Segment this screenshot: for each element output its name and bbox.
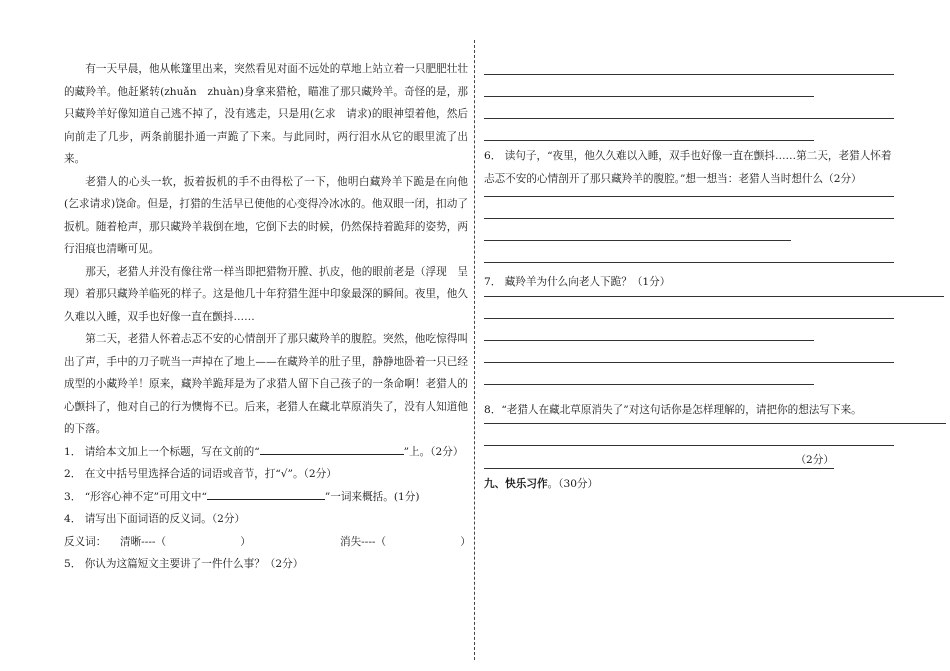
right-column <box>484 58 946 496</box>
answer-line[interactable] <box>484 74 894 75</box>
section-9-heading <box>484 473 946 496</box>
answer-line[interactable] <box>484 240 791 241</box>
answer-line[interactable] <box>484 423 946 424</box>
answer-line[interactable] <box>484 96 814 97</box>
answer-line[interactable] <box>484 445 894 446</box>
section-9-score: 。（30分） <box>547 478 599 490</box>
passage-paragraph-1: 有一天早晨，他从帐篷里出来，突然看见对面不远处的草地上站立着一只肥肥壮壮的藏羚羊。他赶紧转(zhuǎn zhuàn)身拿来猎枪，瞄准了那只藏羚羊。奇怪的是，那只藏羚羊好像知道自己逃不掉了，没有逃走，只是用(乞求 请求)的眼神望着他，然后向前走了几步，两条前腿扑通一声跪了下来。与此同时，两行泪水从它的眼里流了出来。 <box>64 63 468 165</box>
question-1-text: 1． 请给本文加上一个标题，写在文前的“ <box>64 445 260 458</box>
answer-line[interactable] <box>484 218 894 219</box>
question-1-tail: ”上。（2分） <box>403 445 464 458</box>
passage-paragraph-4: 第二天，老猎人怀着忐忑不安的心情剖开了那只藏羚羊的腹腔。突然，他吃惊得叫出了声，手中的刀子咣当一声掉在了地上——在藏羚羊的肚子里，静静地卧着一只已经成型的小藏羚羊！原来，藏羚羊跪拜是为了求猎人留下自己孩子的一条命啊！老猎人的心颤抖了，他对自己的行为懊悔不已。后来，老猎人在藏北草原消失了，没有人知道他的下落。 <box>64 333 468 435</box>
question-1 <box>64 441 468 464</box>
question-8-score-line[interactable] <box>484 452 834 469</box>
antonym-item-clear[interactable]: 清晰----（ ） <box>120 535 251 548</box>
answer-line[interactable] <box>484 196 894 197</box>
column-divider <box>474 40 475 660</box>
answer-line[interactable] <box>484 296 944 297</box>
question-3-text: 3． “形容心神不定”可用文中“ <box>64 490 207 503</box>
antonym-item-disappear[interactable]: 消失----（ ） <box>340 535 471 548</box>
answer-line[interactable] <box>484 384 814 385</box>
left-column <box>64 58 471 576</box>
question-2: 2． 在文中括号里选择合适的词语或音节，打“√”。（2分） <box>64 468 337 480</box>
answer-line[interactable] <box>484 262 894 263</box>
question-6: 6． 读句子，“夜里，他久久难以入睡，双手也好像一直在颤抖……第二天，老猎人怀着忐忑不安的心情剖开了那只藏羚羊的腹腔。”想一想当：老猎人当时想什么（2分） <box>484 150 892 185</box>
answer-line[interactable] <box>484 118 894 119</box>
answer-line[interactable] <box>484 318 894 319</box>
question-8: 8．“老猎人在藏北草原消失了”对这句话你是怎样理解的，请把你的想法写下来。 <box>484 403 862 416</box>
question-5: 5． 你认为这篇短文主要讲了一件什么事？（2分） <box>64 558 304 570</box>
antonym-row <box>64 531 471 554</box>
answer-line[interactable] <box>484 140 814 141</box>
answer-line[interactable] <box>484 340 814 341</box>
question-3-tail: ”一词来概括。(1分) <box>324 490 420 503</box>
antonym-label: 反义词： <box>64 535 107 548</box>
question-3 <box>64 486 468 509</box>
section-9-title: 九、快乐习作 <box>484 478 548 490</box>
question-8-score: （2分） <box>795 454 834 466</box>
passage-paragraph-2: 老猎人的心头一软，扳着扳机的手不由得松了一下，他明白藏羚羊下跪是在向他(乞求请求)饶命。但是，打猎的生活早已使他的心变得冷冰冰的。他双眼一闭，扣动了扳机。随着枪声，那只藏羚羊栽倒在地，它倒下去的时候，仍然保持着跪拜的姿势，两行泪痕也清晰可见。 <box>64 175 468 255</box>
passage-paragraph-3: 那天，老猎人并没有像往常一样当即把猎物开膛、扒皮，他的眼前老是（浮现 呈现）着那只藏羚羊临死的样子。这是他几十年狩猎生涯中印象最深的瞬间。夜里，他久久难以入睡，双手也好像一直在颤抖…… <box>64 265 468 323</box>
question-7: 7． 藏羚羊为什么向老人下跪？（1分） <box>484 276 671 288</box>
title-answer-blank[interactable] <box>260 442 404 455</box>
word-answer-blank[interactable] <box>207 487 325 500</box>
question-4: 4． 请写出下面词语的反义词。（2分） <box>64 513 246 525</box>
answer-line[interactable] <box>484 362 894 363</box>
